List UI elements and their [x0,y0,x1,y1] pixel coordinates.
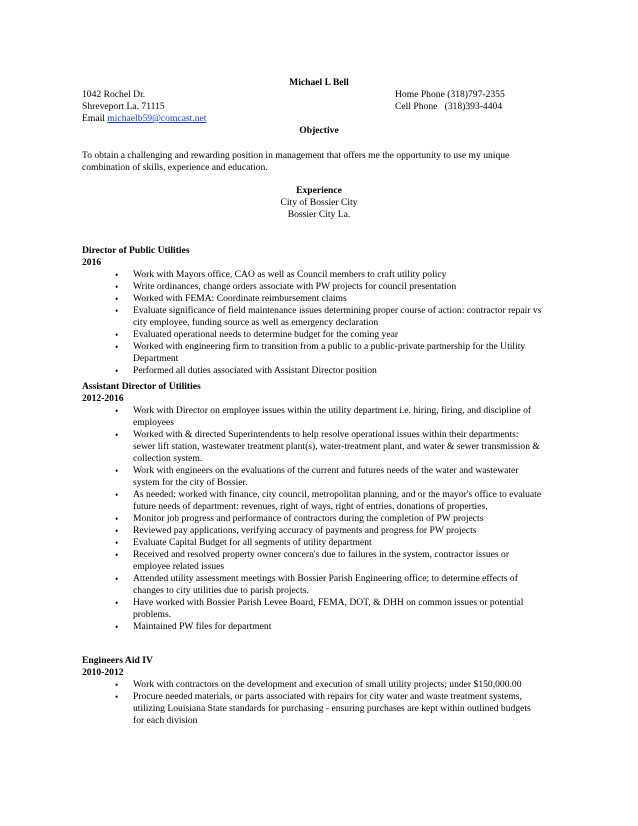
list-item: • Work with Mayors office, CAO as well as Council members to craft utility policy [82,269,542,281]
job-title: Director of Public Utilities [82,245,190,256]
list-item: • Procure needed materials, or parts associated with repairs for city water and waste treatment systems, utilizing Louisiana State standards for purchasing - ensuring purchases are kept within outlined budgets for each division [82,691,542,727]
job-engineers-aid [82,655,562,727]
email-link[interactable]: michaelb59@comcast.net [107,113,207,124]
job-director [82,245,562,377]
list-item: • Work with engineers on the evaluations of the current and futures needs of the water and wastewater system for the city of Bossier. [82,465,542,489]
experience-heading: Experience [296,185,342,196]
email-line [82,113,206,125]
address-line-2: Shreveport La. 71115 [82,101,165,112]
job-title: Assistant Director of Utilities [82,381,201,392]
home-phone: Home Phone (318)797-2355 [395,89,505,100]
list-item: • Worked with engineering firm to transition from a public to a public-private partnership for the Utility Department [82,341,542,365]
list-item: • Attended utility assessment meetings with Bossier Parish Engineering office; to determine effects of changes to city utilities due to parish projects. [82,573,542,597]
job-duties-list [82,269,562,377]
list-item: • Maintained PW files for department [82,621,542,633]
list-item: • Reviewed pay applications, verifying accuracy of payments and progress for PW projects [82,525,542,537]
list-item: • Evaluate significance of field maintenance issues determining proper course of action: contractor repair vs city employee, funding source as well as emergency declaration [82,305,542,329]
list-item: • Have worked with Bossier Parish Levee Board, FEMA, DOT, & DHH on common issues or potential problems. [82,597,542,621]
resume-name: Michael L Bell [289,77,349,88]
list-item: • Work with contractors on the development and execution of small utility projects; under $150,000.00 [82,679,542,691]
job-assistant-director [82,381,562,633]
list-item: • Performed all duties associated with Assistant Director position [82,365,542,377]
objective-text: To obtain a challenging and rewarding position in management that offers me the opportunity to use my unique combination of skills, experience and education. [82,150,510,173]
employer-name: City of Bossier City [280,197,358,208]
list-item: • Monitor job progress and performance of contractors during the completion of PW projects [82,513,542,525]
job-title: Engineers Aid IV [82,655,153,666]
list-item: • Write ordinances, change orders associate with PW projects for council presentation [82,281,542,293]
job-years: 2010-2012 [82,667,124,678]
list-item: • Evaluate Capital Budget for all segments of utility department [82,537,542,549]
list-item: • Worked with FEMA: Coordinate reimbursement claims [82,293,542,305]
list-item: • Worked with & directed Superintendents to help resolve operational issues within their departments: sewer lift station, wastewater treatment plant(s), water-treatment plant, and water & sewer transmission & collection system. [82,429,542,465]
employer-location: Bossier City La. [287,209,351,220]
job-years: 2012-2016 [82,393,124,404]
job-years: 2016 [82,257,102,268]
list-item: • Work with Director on employee issues within the utility department i.e. hiring, firing, and discipline of employees [82,405,542,429]
list-item: • As needed: worked with finance, city council, metropolitan planning, and or the mayor's office to evaluate future needs of department: revenues, right of ways, right of entries, donations of properties, [82,489,542,513]
address-line-1: 1042 Rochel Dr. [82,89,146,100]
cell-phone: Cell Phone (318)393-4404 [395,101,503,112]
list-item: • Evaluated operational needs to determine budget for the coming year [82,329,542,341]
email-label: Email [82,113,105,124]
objective-heading: Objective [299,125,339,136]
list-item: • Received and resolved property owner concern's due to failures in the system, contractor issues or employee related issues [82,549,542,573]
job-duties-list [82,679,562,727]
job-duties-list [82,405,562,633]
